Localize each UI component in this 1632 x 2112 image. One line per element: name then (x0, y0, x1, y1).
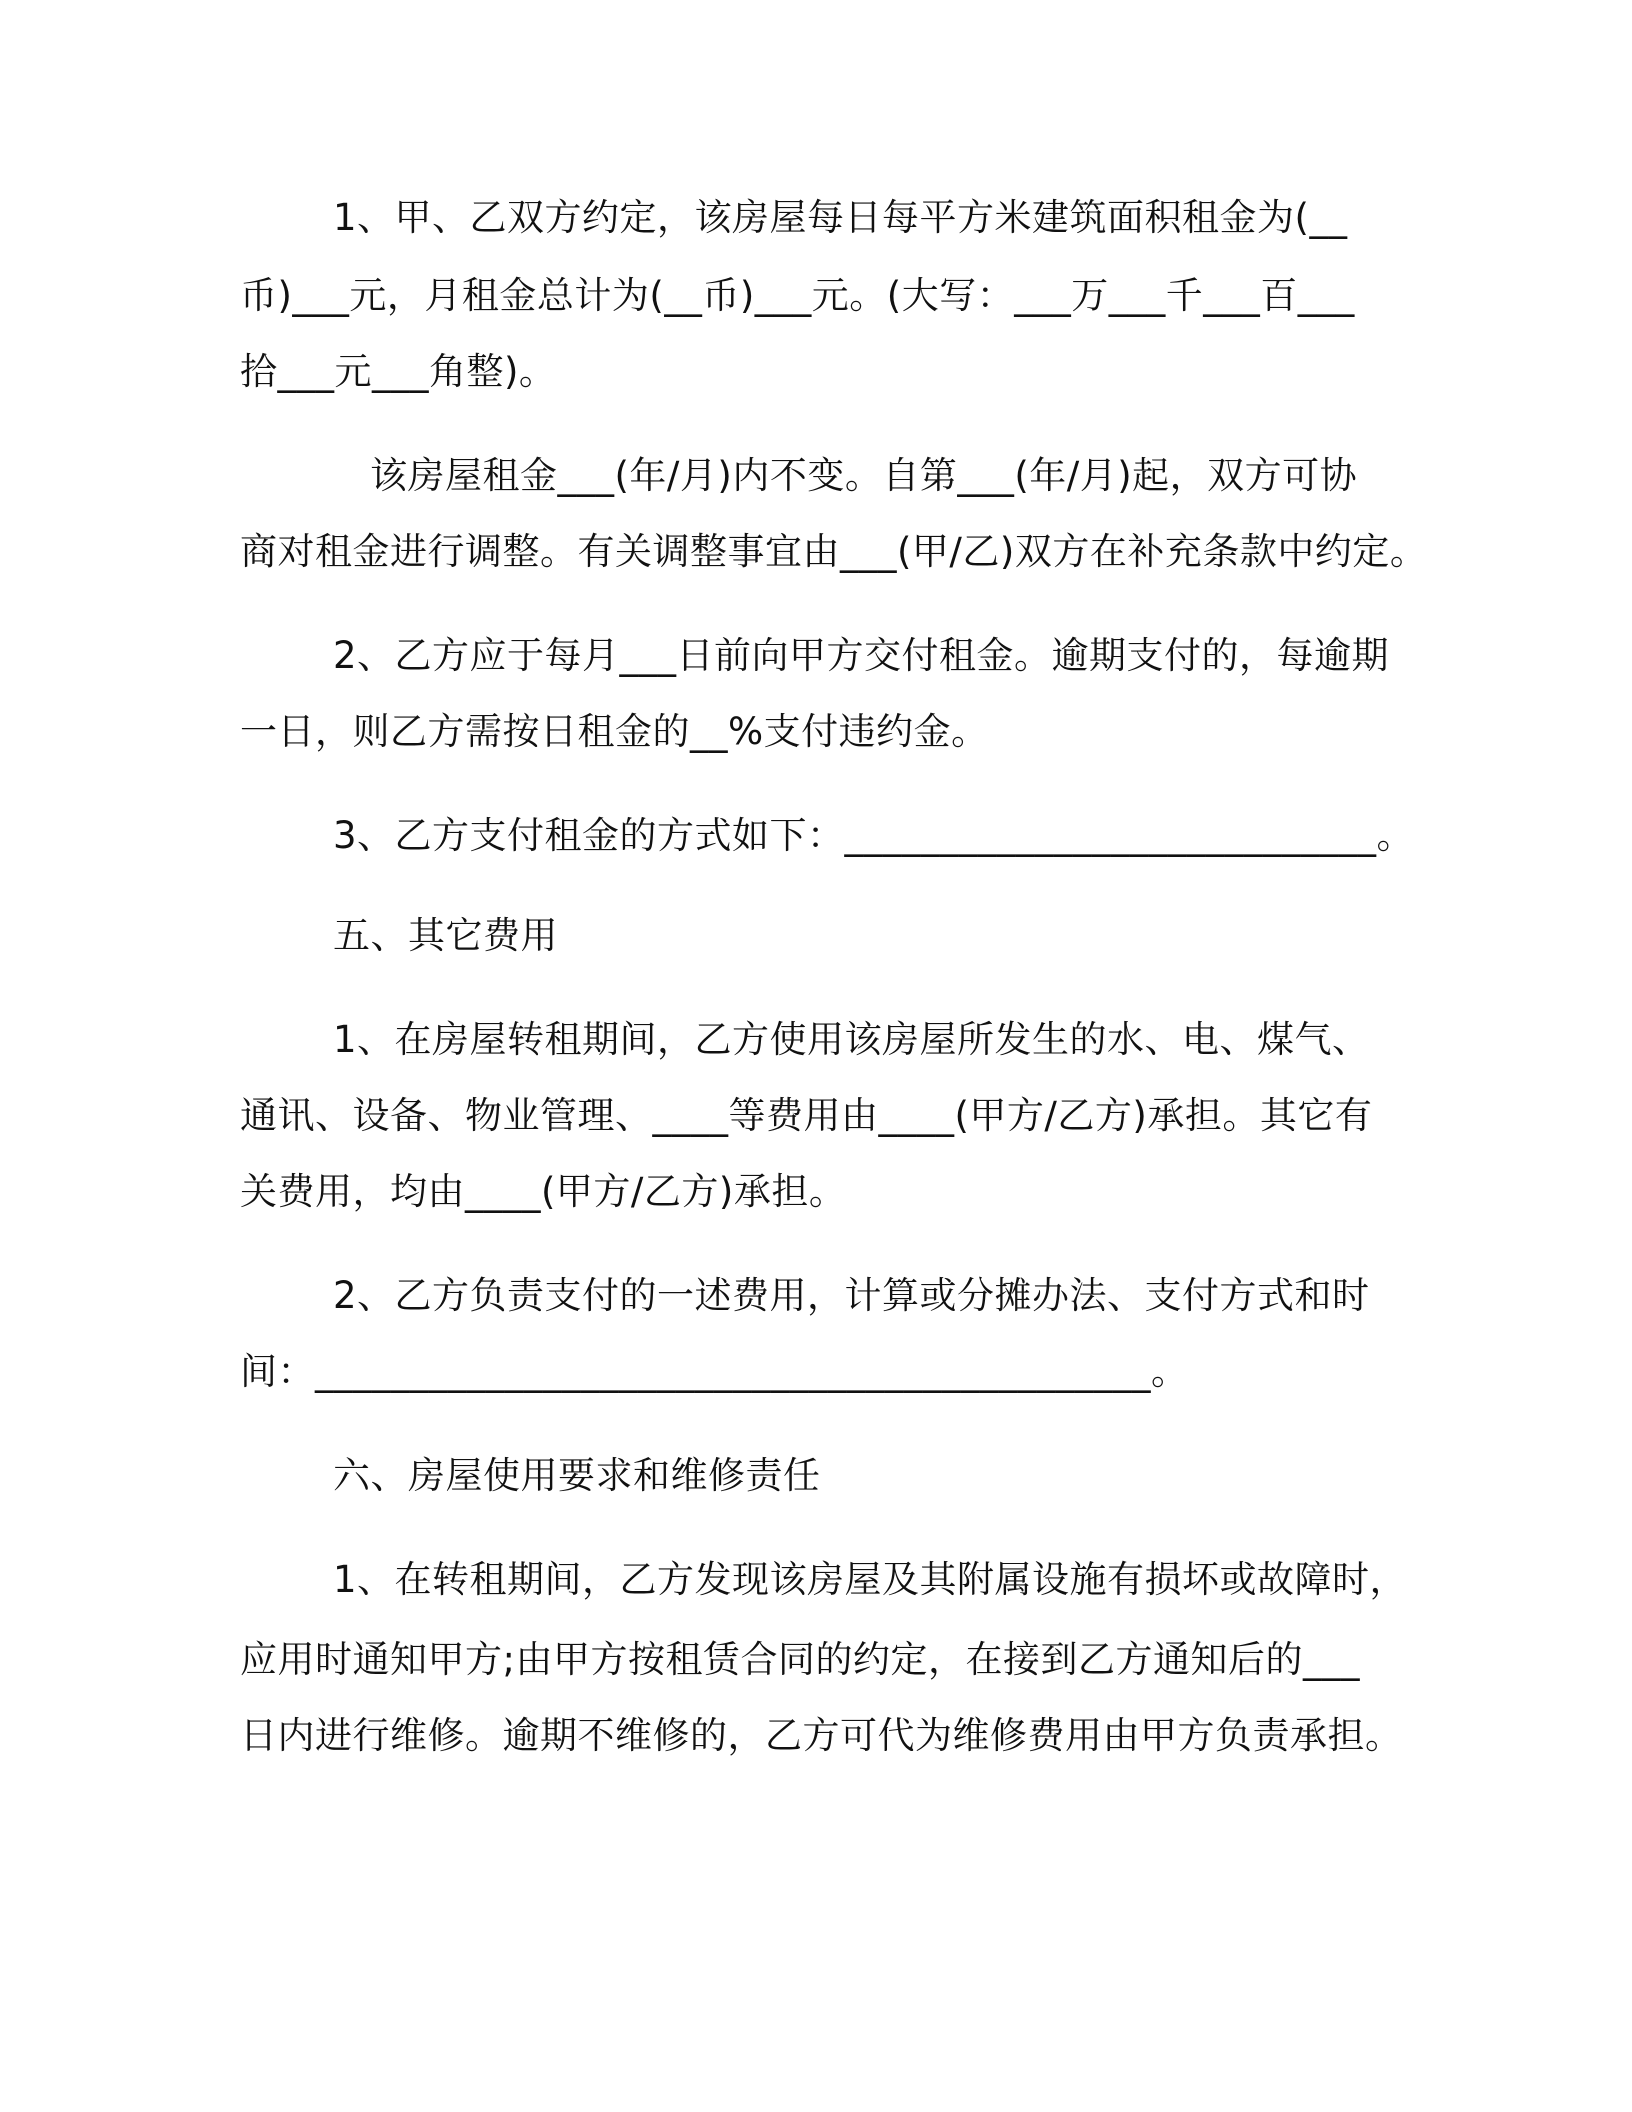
section-heading: 六、房屋使用要求和维修责任 (333, 1454, 821, 1497)
text-line: 2、乙方应于每月___日前向甲方交付租金。逾期支付的，每逾期 (333, 634, 1390, 677)
text-line: 拾___元___角整)。 (240, 350, 557, 393)
text-line: 1、在房屋转租期间，乙方使用该房屋所发生的水、电、煤气、 (333, 1018, 1370, 1061)
text-line: 1、甲、乙双方约定，该房屋每日每平方米建筑面积租金为(__ (333, 196, 1348, 239)
text-line: 币)___元，月租金总计为(__币)___元。(大写：___万___千___百___ (240, 274, 1355, 317)
text-line: 通讯、设备、物业管理、____等费用由____(甲方/乙方)承担。其它有 (240, 1094, 1373, 1137)
text-line: 3、乙方支付租金的方式如下：____________________________。 (333, 814, 1415, 857)
text-line: 间：____________________________________________。 (240, 1350, 1189, 1393)
text-line: 关费用，均由____(甲方/乙方)承担。 (240, 1170, 847, 1213)
text-line: 1、在转租期间，乙方发现该房屋及其附属设施有损坏或故障时， (333, 1558, 1408, 1601)
section-heading: 五、其它费用 (333, 914, 558, 957)
text-line: 一日，则乙方需按日租金的__%支付违约金。 (240, 710, 989, 753)
text-line: 应用时通知甲方;由甲方按租赁合同的约定，在接到乙方通知后的___ (240, 1638, 1360, 1681)
text-line: 该房屋租金___(年/月)内不变。自第___(年/月)起，双方可协 (370, 454, 1358, 497)
text-line: 2、乙方负责支付的一述费用，计算或分摊办法、支付方式和时 (333, 1274, 1370, 1317)
text-line: 商对租金进行调整。有关调整事宜由___(甲/乙)双方在补充条款中约定。 (240, 530, 1428, 573)
text-line: 日内进行维修。逾期不维修的，乙方可代为维修费用由甲方负责承担。 (240, 1714, 1403, 1757)
